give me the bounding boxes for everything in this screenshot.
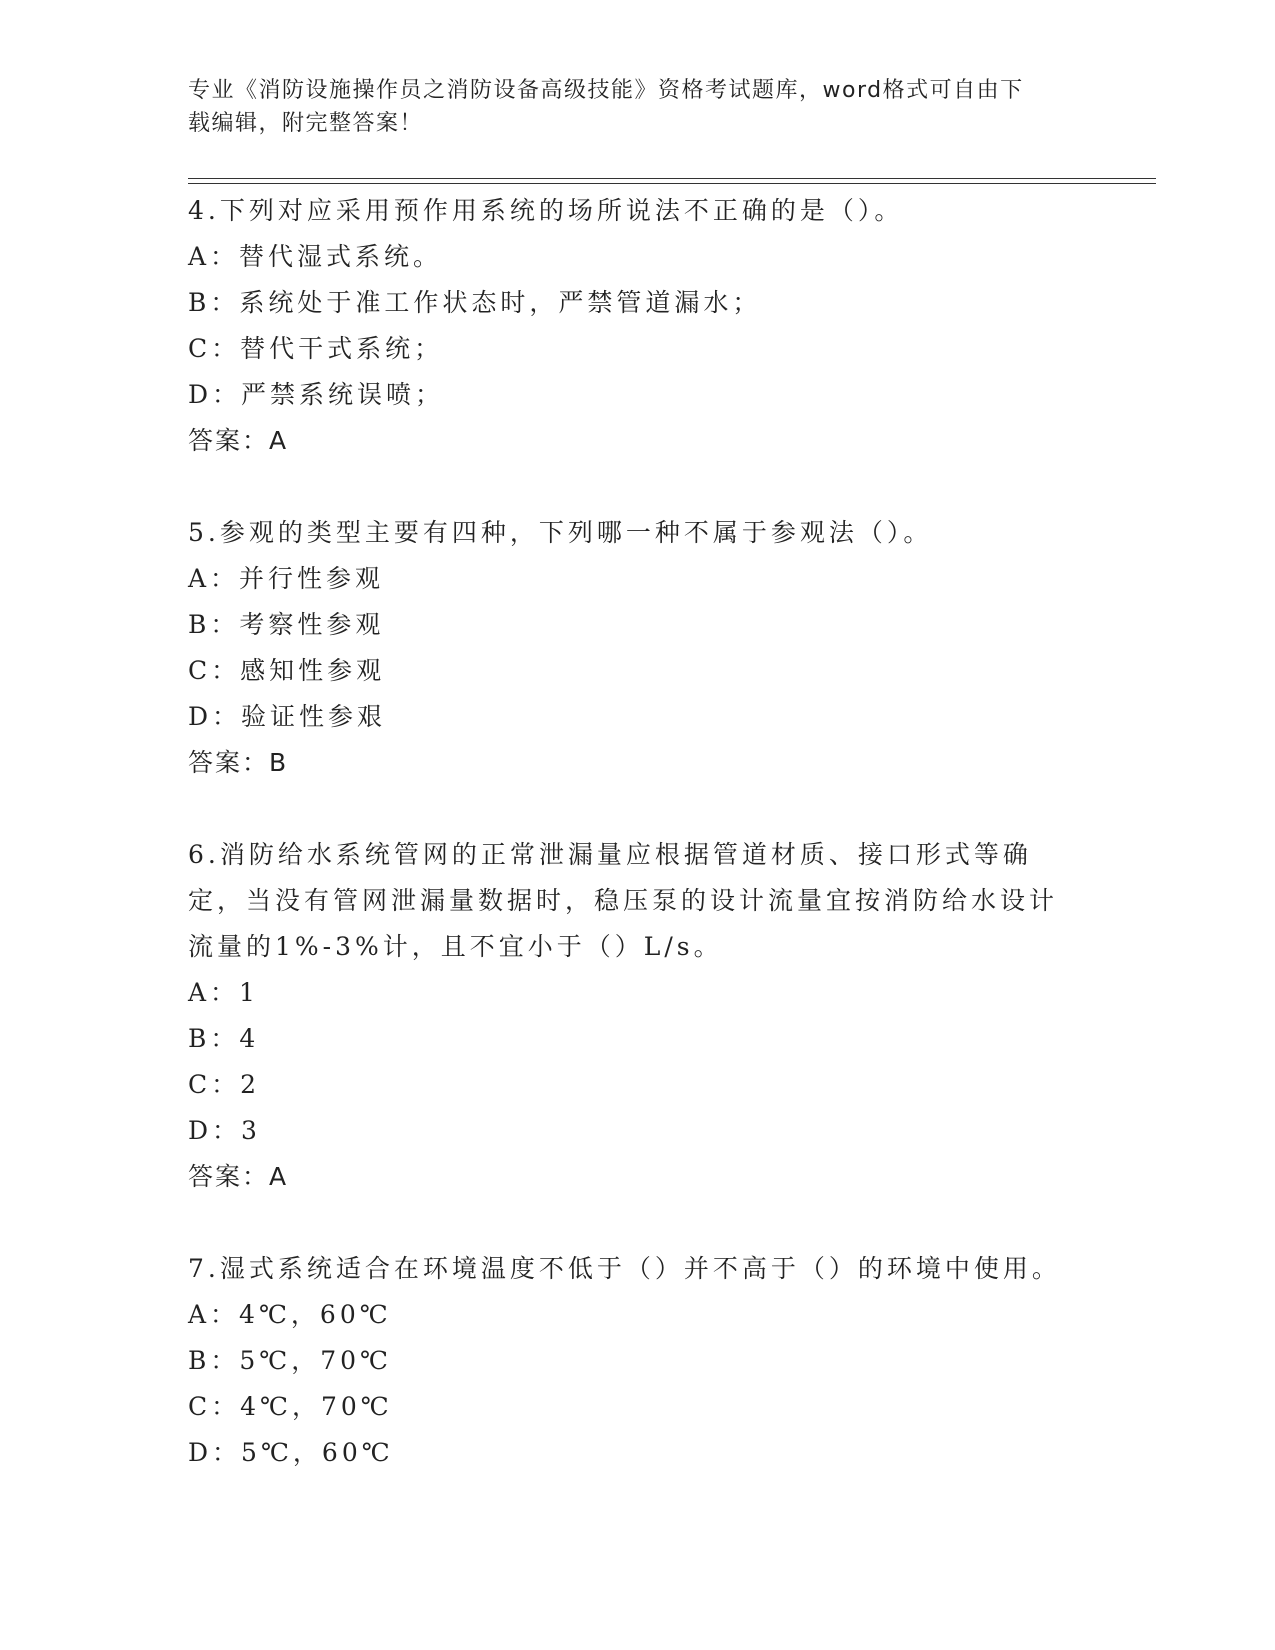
question-5 bbox=[188, 510, 1088, 786]
question-text: 7.湿式系统适合在环境温度不低于（）并不高于（）的环境中使用。 bbox=[188, 1254, 1061, 1283]
question-7 bbox=[188, 1246, 1088, 1476]
header-divider-bottom bbox=[188, 183, 1156, 184]
option-a: A：替代湿式系统。 bbox=[188, 242, 443, 271]
option-a: A：1 bbox=[188, 978, 259, 1007]
header-line-2: 载编辑，附完整答案！ bbox=[188, 111, 424, 136]
option-d: D：严禁系统误喷； bbox=[188, 380, 445, 409]
option-a: A：并行性参观 bbox=[188, 564, 385, 593]
option-d: D：3 bbox=[188, 1116, 261, 1145]
question-4 bbox=[188, 188, 1088, 464]
spacer bbox=[188, 1200, 1088, 1246]
option-b: B：系统处于准工作状态时，严禁管道漏水； bbox=[188, 288, 762, 317]
option-a: A：4℃，60℃ bbox=[188, 1300, 392, 1329]
option-c: C：替代干式系统； bbox=[188, 334, 444, 363]
question-list bbox=[188, 188, 1088, 1476]
answer: 答案：A bbox=[188, 426, 289, 455]
option-d: D：验证性参艰 bbox=[188, 702, 387, 731]
option-c: C：4℃，70℃ bbox=[188, 1392, 393, 1421]
question-text: 6.消防给水系统管网的正常泄漏量应根据管道材质、接口形式等确定，当没有管网泄漏量数据时，稳压泵的设计流量宜按消防给水设计流量的1%-3%计，且不宜小于（）L/s。 bbox=[188, 840, 1059, 961]
question-text: 4.下列对应采用预作用系统的场所说法不正确的是（）。 bbox=[188, 196, 904, 225]
option-b: B：4 bbox=[188, 1024, 260, 1053]
option-c: C：感知性参观 bbox=[188, 656, 386, 685]
option-c: C：2 bbox=[188, 1070, 261, 1099]
answer: 答案：A bbox=[188, 1162, 289, 1191]
header-divider-top bbox=[188, 178, 1156, 179]
question-text: 5.参观的类型主要有四种，下列哪一种不属于参观法（）。 bbox=[188, 518, 933, 547]
option-b: B：考察性参观 bbox=[188, 610, 385, 639]
header-line-1: 专业《消防设施操作员之消防设备高级技能》资格考试题库，word格式可自由下 bbox=[188, 78, 1024, 103]
question-6 bbox=[188, 832, 1088, 1200]
spacer bbox=[188, 786, 1088, 832]
option-d: D：5℃，60℃ bbox=[188, 1438, 394, 1467]
option-b: B：5℃，70℃ bbox=[188, 1346, 393, 1375]
spacer bbox=[188, 464, 1088, 510]
document-header bbox=[188, 74, 1068, 140]
answer: 答案：B bbox=[188, 748, 289, 777]
